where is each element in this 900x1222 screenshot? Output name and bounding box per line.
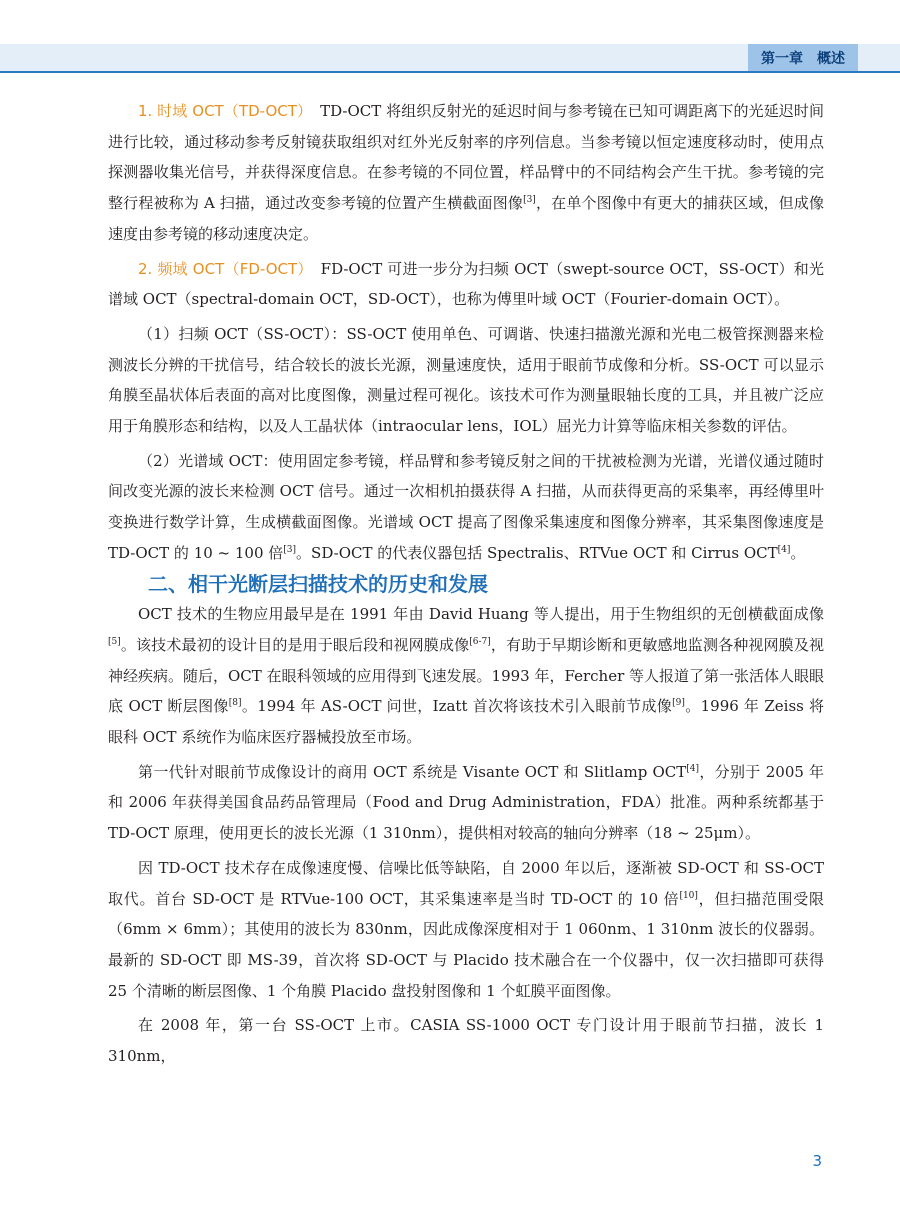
td-oct-text-cont: ，在单个图像中有更大的捕获区域，但成像速度由参考镜的移动速度决定。 xyxy=(108,194,824,243)
paragraph-td-oct xyxy=(108,96,824,250)
section-heading-history: 二、相干光断层扫描技术的历史和发展 xyxy=(148,571,488,596)
citation: [4] xyxy=(777,544,791,555)
page-number: 3 xyxy=(812,1152,822,1170)
citation: [10] xyxy=(679,890,698,901)
paragraph-history-4 xyxy=(108,1010,824,1071)
citation: [3] xyxy=(283,544,297,555)
chapter-label: 第一章 概述 xyxy=(748,44,858,71)
fd-oct-text: FD-OCT 可进一步分为扫频 OCT（swept-source OCT，SS-OCT）和光谱域 OCT（spectral-domain OCT，SD-OCT），也称为傅里叶域 OCT（Fourier-domain OCT）。 xyxy=(108,259,824,309)
citation: [4] xyxy=(686,763,699,774)
ss-oct-text: （1）扫频 OCT（SS-OCT）：SS-OCT 使用单色、可调谐、快速扫描激光源和光电二极管探测器来检测波长分辨的干扰信号，结合较长的波长光源，测量速度快，适用于眼前节成像和分析。SS-OCT 可以显示角膜至晶状体后表面的高对比度图像，测量过程可视化。该技术可作为测量眼轴长度的工具，并且被广泛应用于角膜形态和结构，以及人工晶状体（intraocular lens，IOL）屈光力计算等临床相关参数的评估。 xyxy=(108,324,824,436)
running-header-rule xyxy=(0,71,900,73)
sd-oct-text: （2）光谱域 OCT：使用固定参考镜，样品臂和参考镜反射之间的干扰被检测为光谱，光谱仪通过随时间改变光源的波长来检测 OCT 信号。通过一次相机拍摄获得 A 扫描，从而获得更高的采集率，再经傅里叶变换进行数学计算，生成横截面图像。光谱域 OCT 提高了图像采集速度和图像分辨率，其采集图像速度是 TD-OCT 的 10 ~ 100 倍 xyxy=(108,451,824,562)
paragraph-history-1 xyxy=(108,599,824,753)
citation: [5] xyxy=(108,636,121,647)
sd-oct-text-end: 。 xyxy=(790,543,806,562)
subheading-td-oct: 1. 时域 OCT（TD-OCT） xyxy=(138,102,313,120)
text-run: 因 TD-OCT 技术存在成像速度慢、信噪比低等缺陷，自 2000 年以后，逐渐被 SD-OCT 和 SS-OCT 取代。首台 SD-OCT 是 RTVue-100 OCT，其采集速率是当时 TD-OCT 的 10 倍 xyxy=(108,858,824,908)
paragraph-history-2 xyxy=(108,757,824,849)
paragraph-history-3 xyxy=(108,853,824,1007)
text-run: ，但扫描范围受限（6mm × 6mm）；其使用的波长为 830nm，因此成像深度相对于 1 060nm、1 310nm 波长的仪器弱。最新的 SD-OCT 即 MS-39，首次将 SD-OCT 与 Placido 技术融合在一个仪器中，仅一次扫描即可获得 25 个清晰的断层图像、1 个角膜 Placido 盘投射图像和 1 个虹膜平面图像。 xyxy=(108,889,824,1000)
text-run: OCT 技术的生物应用最早是在 1991 年由 David Huang 等人提出，用于生物组织的无创横截面成像 xyxy=(138,605,824,624)
text-run: ，分别于 2005 年和 2006 年获得美国食品药品管理局（Food and Drug Administration，FDA）批准。两种系统都基于 TD-OCT 原理，使用更长的波长光源（1 310nm），提供相对较高的轴向分辨率（18 ~ 25μm）。 xyxy=(108,762,824,843)
paragraph-ss-oct xyxy=(108,319,824,442)
page-body xyxy=(108,94,824,1072)
text-run: 第一代针对眼前节成像设计的商用 OCT 系统是 Visante OCT 和 Slitlamp OCT xyxy=(138,762,687,781)
text-run: 在 2008 年，第一台 SS-OCT 上市。CASIA SS-1000 OCT 专门设计用于眼前节扫描，波长 1 310nm， xyxy=(108,1016,824,1066)
td-oct-text: TD-OCT 将组织反射光的延迟时间与参考镜在已知可调距离下的光延迟时间进行比较，通过移动参考反射镜获取组织对红外光反射率的序列信息。当参考镜以恒定速度移动时，使用点探测器收集光信号，并获得深度信息。在参考镜的不同位置，样品臂中的不同结构会产生干扰。参考镜的完整行程被称为 A 扫描，通过改变参考镜的位置产生横截面图像 xyxy=(108,102,825,213)
sd-oct-text-mid: 。SD-OCT 的代表仪器包括 Spectralis、RTVue OCT 和 Cirrus OCT xyxy=(296,543,778,562)
text-run: 。该技术最初的设计目的是用于眼后段和视网膜成像 xyxy=(120,635,470,654)
citation: [8] xyxy=(228,698,242,709)
citation: [3] xyxy=(523,195,536,206)
subheading-fd-oct: 2. 频域 OCT（FD-OCT） xyxy=(138,259,313,278)
text-run: 。1994 年 AS-OCT 问世，Izatt 首次将该技术引入眼前节成像 xyxy=(241,697,673,716)
text-run: ，有助于早期诊断和更敏感地监测各种视网膜及视神经疾病。随后，OCT 在眼科领域的应用得到飞速发展。1993 年，Fercher 等人报道了第一张活体人眼眼底 OCT 断层图像 xyxy=(108,635,825,716)
citation: [6-7] xyxy=(469,636,491,647)
citation: [9] xyxy=(672,698,685,709)
paragraph-fd-oct xyxy=(108,254,824,315)
paragraph-sd-oct xyxy=(108,446,824,569)
text-run: 。1996 年 Zeiss 将眼科 OCT 系统作为临床医疗器械投放至市场。 xyxy=(108,697,824,747)
